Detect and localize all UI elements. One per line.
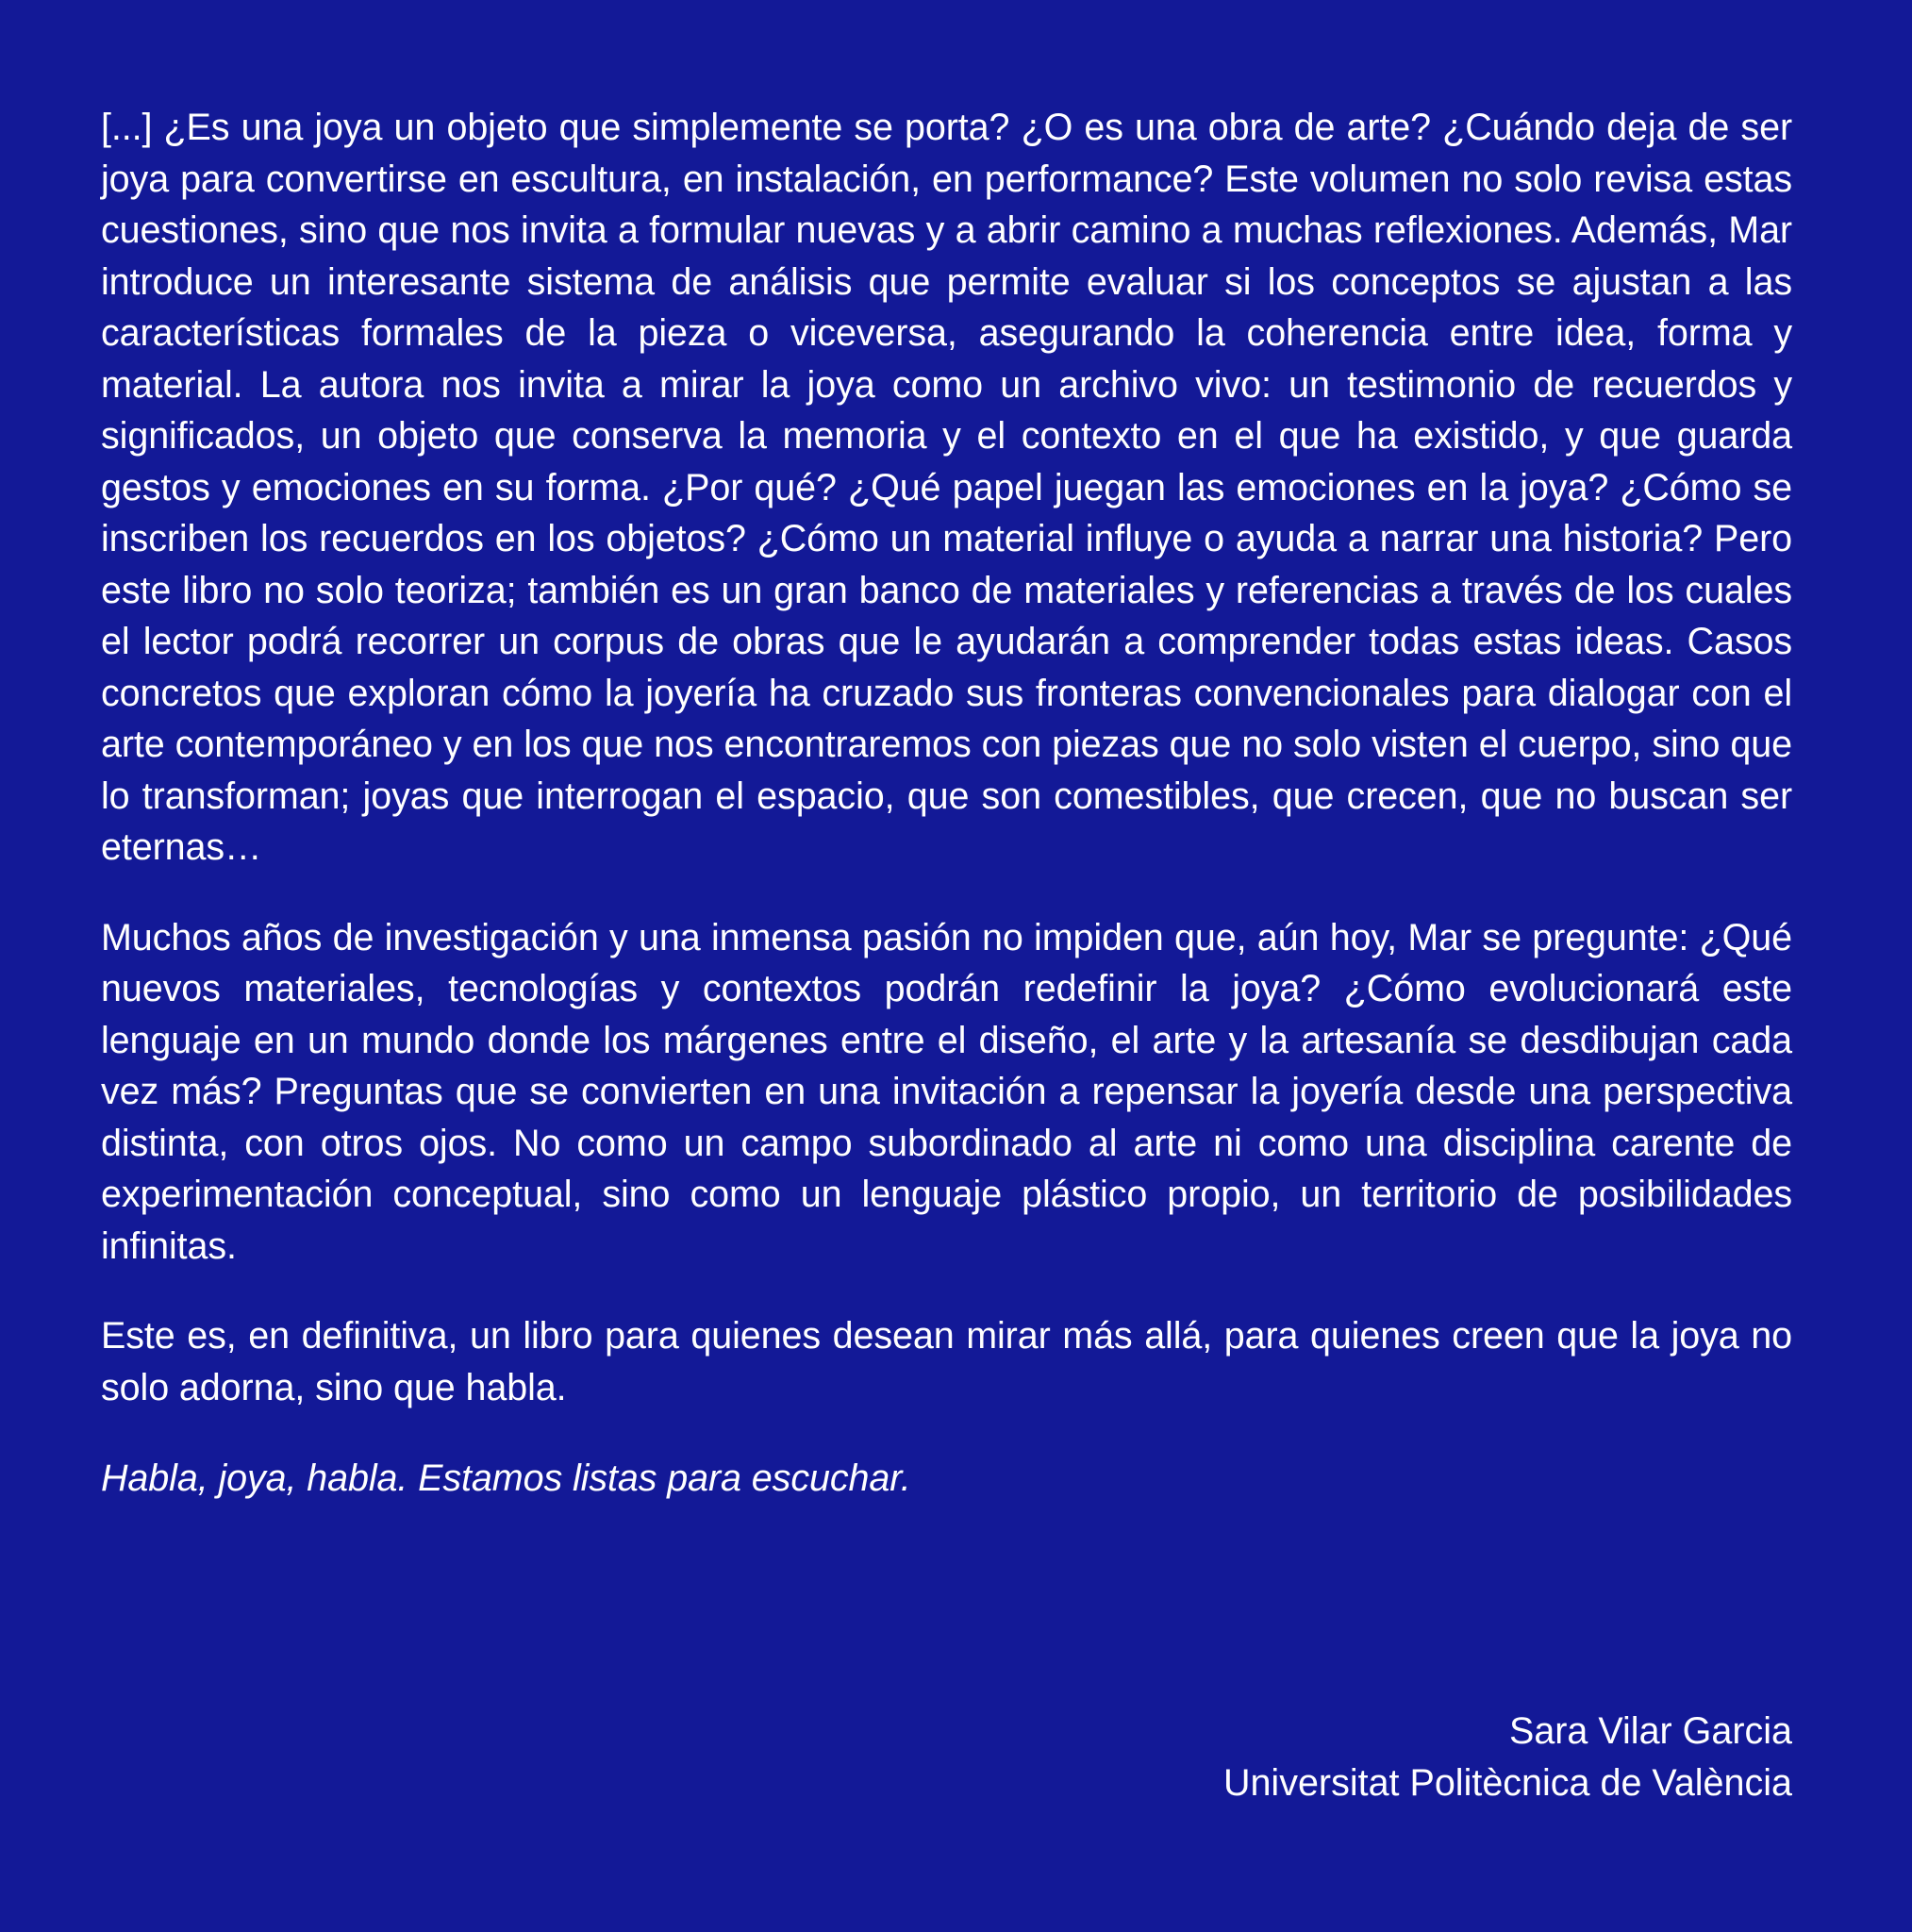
author-affiliation: Universitat Politècnica de València [1222,1761,1792,1804]
closing-line: Habla, joya, habla. Estamos listas para escuchar. [101,1457,911,1499]
author-name: Sara Vilar Garcia [1508,1710,1792,1752]
signature-block [1223,1706,1792,1808]
paragraph-intro: [...] ¿Es una joya un objeto que simplemente se porta? ¿O es una obra de arte? ¿Cuándo deja de ser joya para convertirse en escultura, en instalación, en performance? Este volumen no solo revisa estas cuestiones, sino que nos invita a formular nuevas y a abrir camino a muchas reflexiones. Además, Mar introduce un interesante sistema de análisis que permite evaluar si los conceptos se ajustan a las características formales de la pieza o viceversa, asegurando la coherencia entre idea, forma y material. La autora nos invita a mirar la joya como un archivo vivo: un testimonio de recuerdos y significados, un objeto que conserva la memoria y el contexto en el que ha existido, y que guarda gestos y emociones en su forma. ¿Por qué? ¿Qué papel juegan las emociones en la joya? ¿Cómo se inscriben los recuerdos en los objetos? ¿Cómo un material influye o ayuda a narrar una historia? Pero este libro no solo teoriza; también es un gran banco de materiales y referencias a través de los cuales el lector podrá recorrer un corpus de obras que le ayudarán a comprender todas estas ideas. Casos concretos que exploran cómo la joyería ha cruzado sus fronteras convencionales para dialogar con el arte contemporáneo y en los que nos encontraremos con piezas que no solo visten el cuerpo, sino que lo transforman; joyas que interrogan el espacio, que son comestibles, que crecen, que no buscan ser eternas… [101,107,1792,868]
document-page [101,102,1792,1847]
paragraph-questions: Muchos años de investigación y una inmensa pasión no impiden que, aún hoy, Mar se pregunte: ¿Qué nuevos materiales, tecnologías y contextos podrán redefinir la joya? ¿Cómo evolucionará este lenguaje en un mundo donde los márgenes entre el diseño, el arte y la artesanía se desdibujan cada vez más? Preguntas que se convierten en una invitación a repensar la joyería desde una perspectiva distinta, con otros ojos. No como un campo subordinado al arte ni como una disciplina carente de experimentación conceptual, sino como un lenguaje plástico propio, un territorio de posibilidades infinitas. [101,916,1792,1267]
paragraph-conclusion: Este es, en definitiva, un libro para quienes desean mirar más allá, para quienes creen que la joya no solo adorna, sino que habla. [101,1315,1792,1408]
